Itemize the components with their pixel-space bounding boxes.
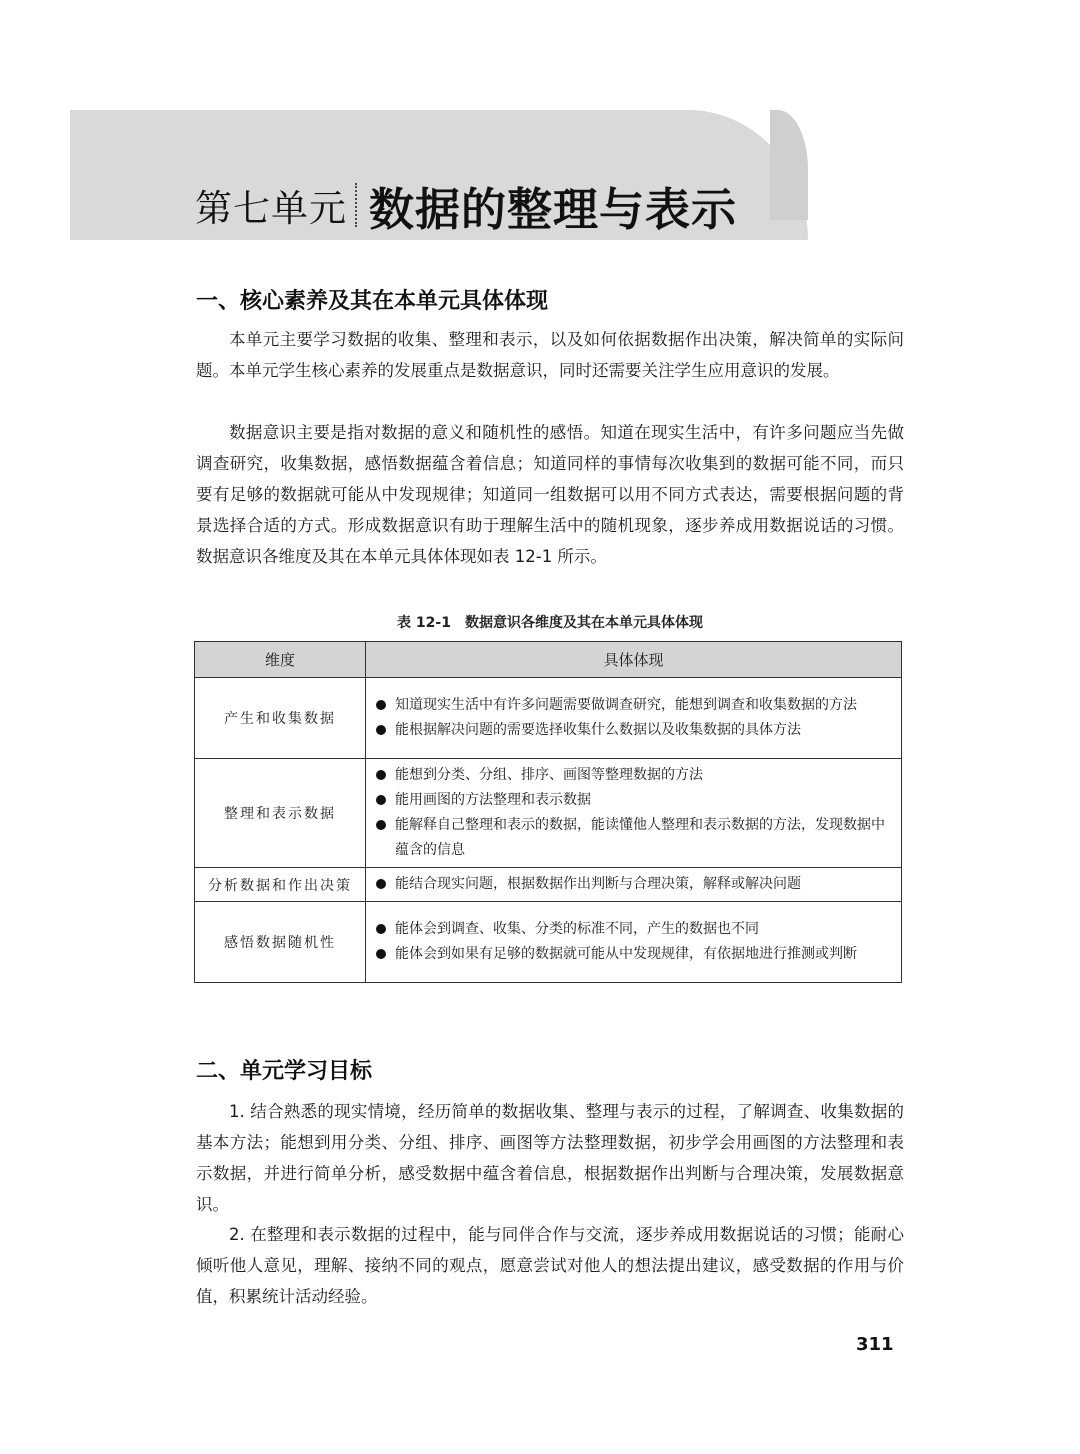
column-header-dimension: 维度 [195, 642, 366, 678]
data-awareness-table [194, 641, 902, 983]
list-item [376, 942, 891, 967]
embodiment-cell [366, 902, 902, 983]
table-row [195, 678, 902, 759]
chapter-title [195, 172, 737, 238]
list-item-text: 能用画图的方法整理和表示数据 [395, 792, 591, 808]
embodiment-cell [366, 759, 902, 868]
list-item-text: 能结合现实问题，根据数据作出判断与合理决策，解释或解决问题 [395, 876, 801, 892]
banner-fold-decoration [770, 110, 808, 220]
embodiment-cell [366, 678, 902, 759]
section-heading-learning-goals: 二、单元学习目标 [196, 1059, 373, 1084]
paragraph: 2. 在整理和表示数据的过程中，能与同伴合作与交流，逐步养成用数据说话的习惯；能耐心倾听他人意见，理解、接纳不同的观点，愿意尝试对他人的想法提出建议，感受数据的作用与价值，积累统计活动经验。 [196, 1225, 904, 1306]
list-item [376, 718, 891, 743]
unit-label: 第七单元 [195, 187, 347, 230]
unit-title: 数据的整理与表示 [369, 182, 738, 236]
table-header-row [195, 642, 902, 678]
list-item [376, 917, 891, 942]
paragraph: 本单元主要学习数据的收集、整理和表示，以及如何依据数据作出决策，解决简单的实际问题。本单元学生核心素养的发展重点是数据意识，同时还需要关注学生应用意识的发展。 [196, 330, 904, 380]
paragraph: 1. 结合熟悉的现实情境，经历简单的数据收集、整理与表示的过程，了解调查、收集数据的基本方法；能想到用分类、分组、排序、画图等方法整理数据，初步学会用画图的方法整理和表示数据，并进行简单分析，感受数据中蕴含着信息，根据数据作出判断与合理决策，发展数据意识。 [196, 1102, 904, 1214]
table-row [195, 902, 902, 983]
bullet-dot-icon [376, 770, 386, 780]
list-item-text: 知道现实生活中有许多问题需要做调查研究，能想到调查和收集数据的方法 [395, 697, 857, 713]
dimension-cell: 整理和表示数据 [195, 759, 366, 868]
dimension-cell: 分析数据和作出决策 [195, 868, 366, 902]
bullet-dot-icon [376, 795, 386, 805]
section-heading-core-literacy: 一、核心素养及其在本单元具体体现 [196, 289, 549, 314]
table-row [195, 759, 902, 868]
table-row [195, 868, 902, 902]
list-item [376, 872, 891, 897]
list-item-text: 能解释自己整理和表示的数据，能读懂他人整理和表示数据的方法，发现数据中蕴含的信息 [395, 817, 885, 858]
column-header-embodiment: 具体体现 [366, 642, 902, 678]
list-item [376, 693, 891, 718]
dimension-cell: 产生和收集数据 [195, 678, 366, 759]
list-item-text: 能体会到调查、收集、分类的标准不同，产生的数据也不同 [395, 921, 759, 937]
list-item-text: 能体会到如果有足够的数据就可能从中发现规律，有依据地进行推测或判断 [395, 946, 857, 962]
list-item [376, 813, 891, 863]
page-number: 311 [856, 1334, 894, 1355]
bullet-dot-icon [376, 700, 386, 710]
paragraph: 数据意识主要是指对数据的意义和随机性的感悟。知道在现实生活中，有许多问题应当先做调查研究，收集数据，感悟数据蕴含着信息；知道同样的事情每次收集到的数据可能不同，而只要有足够的数据就可能从中发现规律；知道同一组数据可以用不同方式表达，需要根据问题的背景选择合适的方式。形成数据意识有助于理解生活中的随机现象，逐步养成用数据说话的习惯。数据意识各维度及其在本单元具体体现如表 12-1 所示。 [196, 423, 904, 566]
bullet-dot-icon [376, 949, 386, 959]
bullet-dot-icon [376, 879, 386, 889]
bullet-dot-icon [376, 820, 386, 830]
embodiment-cell [366, 868, 902, 902]
list-item-text: 能想到分类、分组、排序、画图等整理数据的方法 [395, 767, 703, 783]
dimension-cell: 感悟数据随机性 [195, 902, 366, 983]
list-item [376, 788, 891, 813]
bullet-dot-icon [376, 725, 386, 735]
title-divider [355, 183, 357, 227]
table-caption: 表 12-1 数据意识各维度及其在本单元具体体现 [397, 615, 703, 631]
list-item-text: 能根据解决问题的需要选择收集什么数据以及收集数据的具体方法 [395, 722, 801, 738]
list-item [376, 763, 891, 788]
bullet-dot-icon [376, 924, 386, 934]
